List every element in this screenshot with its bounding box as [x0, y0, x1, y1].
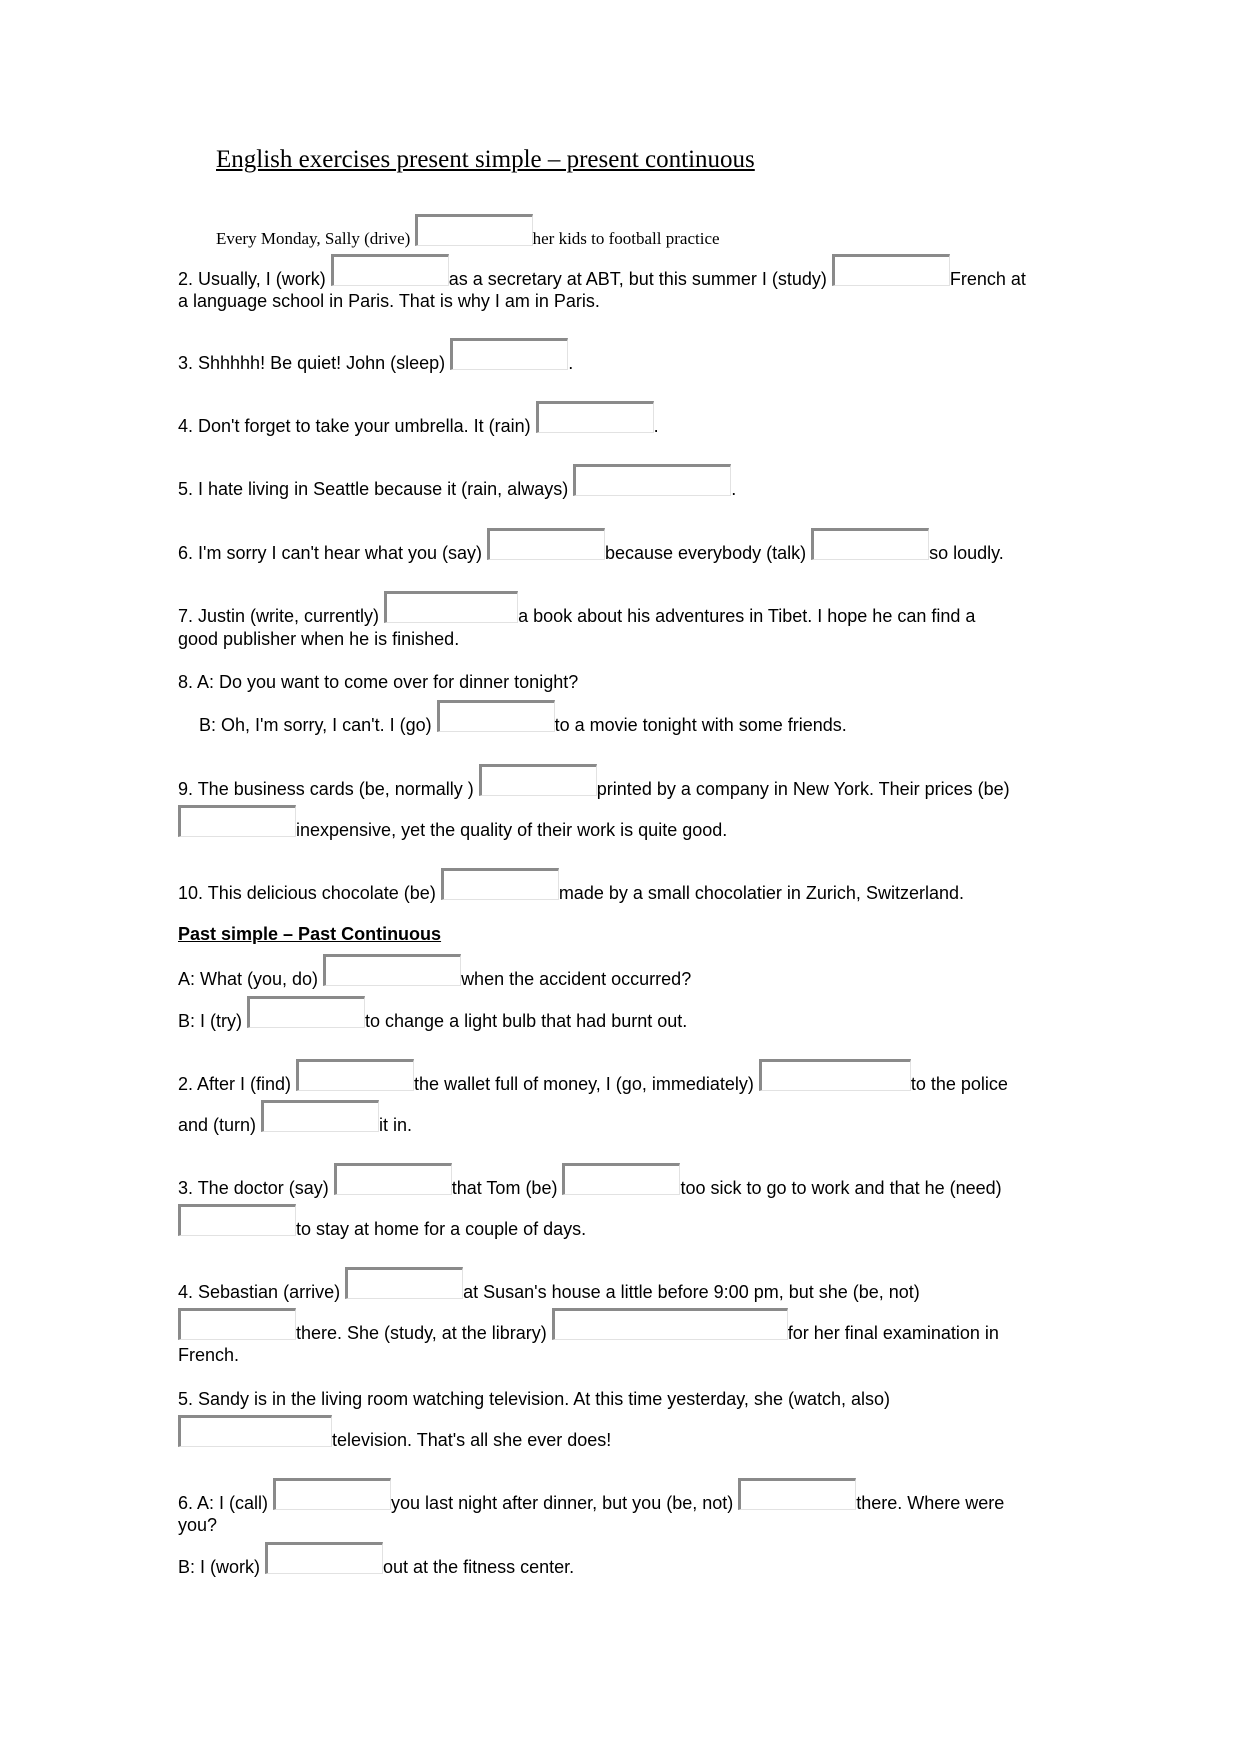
present-question-8-b: B: Oh, I'm sorry, I can't. I (go) to a movie tonight with some friends.	[199, 714, 847, 736]
answer-input[interactable]	[450, 338, 568, 370]
answer-input[interactable]	[265, 1542, 383, 1574]
past-question-1-a: A: What (you, do) when the accident occurred?	[178, 968, 691, 990]
answer-input[interactable]	[178, 805, 296, 837]
answer-input[interactable]	[832, 254, 950, 286]
past-question-5: 5. Sandy is in the living room watching television. At this time yesterday, she (watch, also)	[178, 1389, 890, 1409]
present-question-9-cont: inexpensive, yet the quality of their work is quite good.	[178, 819, 727, 841]
answer-input[interactable]	[178, 1204, 296, 1236]
present-question-1: Every Monday, Sally (drive) her kids to football practice	[216, 228, 720, 250]
past-question-6-a: 6. A: I (call) you last night after dinner, but you (be, not) there. Where were	[178, 1492, 1004, 1514]
answer-input[interactable]	[384, 591, 518, 623]
present-question-3: 3. Shhhhh! Be quiet! John (sleep) .	[178, 352, 573, 374]
past-question-5-cont: television. That's all she ever does!	[178, 1429, 611, 1451]
present-question-5: 5. I hate living in Seattle because it (rain, always) .	[178, 478, 736, 500]
answer-input[interactable]	[562, 1163, 680, 1195]
past-question-1-b: B: I (try) to change a light bulb that had burnt out.	[178, 1010, 687, 1032]
answer-input[interactable]	[479, 764, 597, 796]
answer-input[interactable]	[178, 1415, 332, 1447]
answer-input[interactable]	[811, 528, 929, 560]
answer-input[interactable]	[247, 996, 365, 1028]
past-question-4-cont: there. She (study, at the library) for her final examination in	[178, 1322, 999, 1344]
answer-input[interactable]	[334, 1163, 452, 1195]
answer-input[interactable]	[441, 868, 559, 900]
present-question-2: 2. Usually, I (work) as a secretary at ABT, but this summer I (study) French at	[178, 268, 1026, 290]
answer-input[interactable]	[178, 1308, 296, 1340]
past-question-2: 2. After I (find) the wallet full of money, I (go, immediately) to the police	[178, 1073, 1008, 1095]
present-question-7-cont: good publisher when he is finished.	[178, 629, 460, 649]
present-question-7: 7. Justin (write, currently) a book about his adventures in Tibet. I hope he can find a	[178, 605, 975, 627]
answer-input[interactable]	[536, 401, 654, 433]
past-question-6-b: B: I (work) out at the fitness center.	[178, 1556, 574, 1578]
past-question-2-cont: and (turn) it in.	[178, 1114, 412, 1136]
past-question-3-cont: to stay at home for a couple of days.	[178, 1218, 586, 1240]
answer-input[interactable]	[738, 1478, 856, 1510]
present-question-9: 9. The business cards (be, normally ) printed by a company in New York. Their prices (be)	[178, 778, 1010, 800]
present-question-2-cont: a language school in Paris. That is why I am in Paris.	[178, 291, 600, 311]
section-heading: Past simple – Past Continuous	[178, 924, 442, 944]
past-question-3: 3. The doctor (say) that Tom (be) too sick to go to work and that he (need)	[178, 1177, 1002, 1199]
present-question-10: 10. This delicious chocolate (be) made by a small chocolatier in Zurich, Switzerland.	[178, 882, 964, 904]
answer-input[interactable]	[323, 954, 461, 986]
answer-input[interactable]	[437, 700, 555, 732]
answer-input[interactable]	[296, 1059, 414, 1091]
present-question-4: 4. Don't forget to take your umbrella. It (rain) .	[178, 415, 659, 437]
answer-input[interactable]	[573, 464, 731, 496]
past-question-4-end: French.	[178, 1345, 240, 1365]
answer-input[interactable]	[552, 1308, 788, 1340]
answer-input[interactable]	[273, 1478, 391, 1510]
answer-input[interactable]	[331, 254, 449, 286]
answer-input[interactable]	[487, 528, 605, 560]
answer-input[interactable]	[759, 1059, 911, 1091]
answer-input[interactable]	[261, 1100, 379, 1132]
page-title: English exercises present simple – present continuous	[216, 146, 755, 173]
present-question-8-a: 8. A: Do you want to come over for dinner tonight?	[178, 672, 579, 692]
answer-input[interactable]	[345, 1267, 463, 1299]
answer-input[interactable]	[415, 214, 533, 246]
past-question-6-cont: you?	[178, 1515, 218, 1535]
past-question-4: 4. Sebastian (arrive) at Susan's house a little before 9:00 pm, but she (be, not)	[178, 1281, 920, 1303]
present-question-6: 6. I'm sorry I can't hear what you (say) because everybody (talk) so loudly.	[178, 542, 1004, 564]
